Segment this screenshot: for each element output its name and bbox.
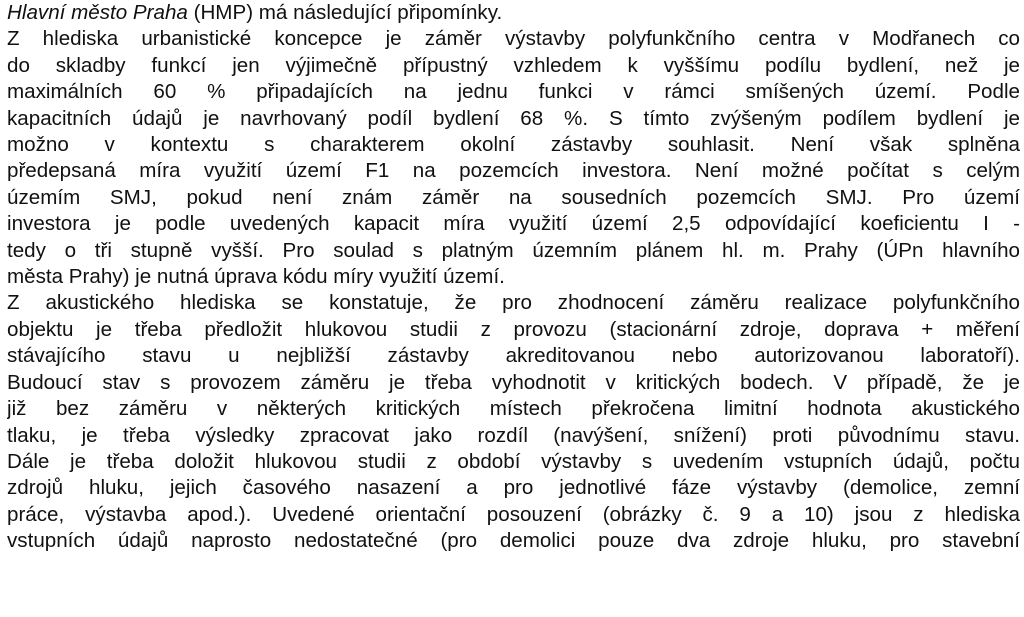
intro-line (7, 0, 1020, 26)
acoustics-paragraph (7, 290, 1020, 554)
text-line: investora je podle uvedených kapacit míra využití území 2,5 odpovídající koeficientu I - (7, 212, 1020, 236)
text-line: již bez záměru v některých kritických místech překročena limitní hodnota akustického (7, 397, 1020, 421)
text-line: zdrojů hluku, jejich časového nasazení a pro jednotlivé fáze výstavby (demolice, zemní (7, 476, 1020, 500)
entity-name: Hlavní město Praha (7, 1, 188, 24)
text-line: města Prahy) je nutná úprava kódu míry využití území. (7, 265, 505, 289)
text-line: územím SMJ, pokud není znám záměr na sousedních pozemcích SMJ. Pro území (7, 185, 1020, 209)
text-line: předepsaná míra využití území F1 na pozemcích investora. Není možné počítat s celým (7, 159, 1020, 183)
text-line: kapacitních údajů je navrhovaný podíl bydlení 68 %. S tímto zvýšeným podílem bydlení je (7, 106, 1020, 130)
document-page (7, 0, 1020, 555)
text-line: Dále je třeba doložit hlukovou studii z období výstavby s uvedením vstupních údajů, počtu (7, 449, 1020, 473)
text-line: objektu je třeba předložit hlukovou studii z provozu (stacionární zdroje, doprava + měření (7, 317, 1020, 341)
text-line: možno v kontextu s charakterem okolní zástavby souhlasit. Není však splněna (7, 133, 1020, 157)
text-line: práce, výstavba apod.). Uvedené orientační posouzení (obrázky č. 9 a 10) jsou z hlediska (7, 502, 1020, 526)
intro-rest: (HMP) má následující připomínky. (187, 1, 503, 24)
text-line: vstupních údajů naprosto nedostatečné (pro demolici pouze dva zdroje hluku, pro stavební (7, 529, 1020, 553)
text-line: Z akustického hlediska se konstatuje, že pro zhodnocení záměru realizace polyfunkčního (7, 291, 1020, 315)
text-line: do skladby funkcí jen výjimečně přípustný vzhledem k vyššímu podílu bydlení, než je (7, 53, 1020, 77)
text-line: stávajícího stavu u nejbližší zástavby akreditovanou nebo autorizovanou laboratoří). (7, 344, 1020, 368)
text-line: Budoucí stav s provozem záměru je třeba vyhodnotit v kritických bodech. V případě, že je (7, 370, 1020, 394)
text-line: tedy o tři stupně vyšší. Pro soulad s platným územním plánem hl. m. Prahy (ÚPn hlavního (7, 238, 1020, 262)
text-line: tlaku, je třeba výsledky zpracovat jako rozdíl (navýšení, snížení) proti původnímu stavu. (7, 423, 1020, 447)
text-line: Z hlediska urbanistické koncepce je záměr výstavby polyfunkčního centra v Modřanech co (7, 27, 1020, 51)
urbanism-paragraph (7, 26, 1020, 290)
text-line: maximálních 60 % připadajících na jednu funkci v rámci smíšených území. Podle (7, 80, 1020, 104)
